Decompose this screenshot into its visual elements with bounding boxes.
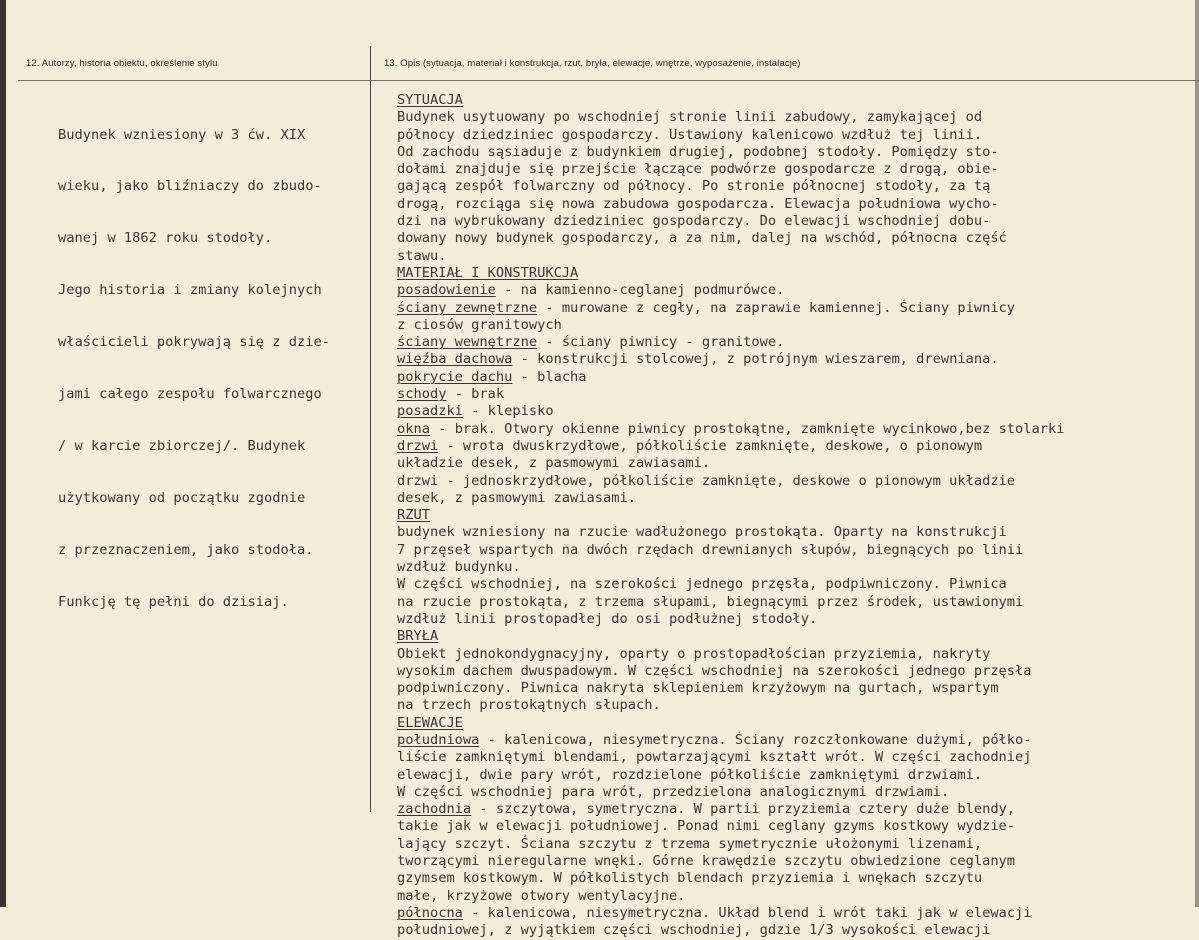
item-text: - konstrukcji stolcowej, z potrójnym wieszarem, drewniana. (512, 351, 999, 368)
description-line: W części wschodniej para wrót, przedzielona analogicznymi drzwiami. (397, 783, 950, 800)
section-13-header: 13. Opis (sytuacja, materiał i konstrukcja, rzut, bryła, elewacje, wnętrze, wyposażenie, instalacje) (384, 58, 801, 69)
item-text: - kalenicowa, niesymetryczna. Ściany rozczłonkowane dużymi, półko- (479, 731, 1032, 748)
item-text: - klepisko (462, 403, 554, 420)
description-line: gającą zespół folwarczny od północy. Po stronie północnej stodoły, za tą (397, 178, 991, 195)
history-line: / w karcie zbiorczej/. Budynek (58, 437, 306, 454)
description-line: Od zachodu sąsiaduje z budynkiem drugiej, podobnej stodoły. Pomiędzy sto- (397, 143, 999, 160)
description-line: lający szczyt. Ściana szczytu z trzema symetrycznie ułożonymi lizenami, (397, 835, 983, 852)
description-line: dzi na wybrukowany dziedziniec gospodarczy. Do elewacji wschodniej dobu- (397, 213, 991, 230)
description-item (397, 369, 1197, 386)
description-line: wzdłuż linii prostopadłej do osi podłużnej stodoły. (397, 610, 818, 627)
item-label: drzwi (397, 437, 439, 454)
item-text: - wrota dwuskrzydłowe, półkoliście zamknięte, deskowe, o pionowym (438, 437, 983, 454)
section-heading (397, 265, 1197, 282)
description-line: wysokim dachem dwuspadowym. W części wschodniej na szerokości jednego przęsła (397, 662, 1032, 679)
description-item (397, 351, 1197, 368)
description-line: W części wschodniej, na szerokości jednego przęsła, podpiwniczony. Piwnica (397, 576, 1007, 593)
description-item (397, 438, 1197, 455)
description-line: Budynek usytuowany po wschodniej stronie linii zabudowy, zamykającej od (397, 109, 983, 126)
section-heading-text: ELEWACJE (397, 714, 463, 731)
description-line: elewacji, dwie pary wrót, rozdzielone półkoliście zamkniętymi drzwiami. (397, 766, 983, 783)
item-label: północna (397, 904, 463, 921)
description-line: wzdłuż budynku. (397, 559, 521, 576)
description-line: drogą, rozciąga się nowa zabudowa gospodarcza. Elewacja południowa wycho- (397, 195, 999, 212)
description-item (397, 732, 1197, 749)
description-line: liście zamkniętymi blendami, powtarzającymi kształt wrót. W części zachodniej (397, 749, 1032, 766)
section-heading (397, 92, 1197, 109)
item-label: ściany wewnętrzne (397, 334, 538, 351)
history-line: wieku, jako bliźniaczy do zbudo- (58, 178, 322, 195)
history-line: Funkcję tę pełni do dzisiaj. (58, 593, 289, 610)
item-text: - na kamienno-ceglanej podmurówce. (495, 282, 785, 299)
history-line: właścicieli pokrywają się z dzie- (58, 334, 330, 351)
history-line: wanej w 1862 roku stodoły. (58, 230, 273, 247)
item-label: okna (397, 420, 430, 437)
description-line: tworzącymi nieregularne wnęki. Górne krawędzie szczytu obwiedzione ceglanym (397, 853, 1016, 870)
section-heading-text: MATERIAŁ I KONSTRUKCJA (397, 264, 579, 281)
item-label: południowa (397, 731, 480, 748)
section-heading (397, 628, 1197, 645)
description-line: układzie desek, z pasmowymi zawiasami. (397, 455, 711, 472)
section-heading (397, 507, 1197, 524)
history-line: z przeznaczeniem, jako stodoła. (58, 541, 314, 558)
section-heading-text: BRYŁA (397, 628, 439, 645)
item-label: pokrycie dachu (397, 368, 513, 385)
item-label: posadowienie (397, 282, 496, 299)
description-line: dowany nowy budynek gospodarczy, a za nim, dalej na wschód, północna część (397, 230, 1007, 247)
history-line: użytkowany od początku zgodnie (58, 489, 306, 506)
description-item (397, 334, 1197, 351)
description-item (397, 386, 1197, 403)
description-line: małe, krzyżowe otwory wentylacyjne. (397, 887, 686, 904)
item-text: - murowane z cegły, na zaprawie kamiennej. Ściany piwnicy (537, 299, 1016, 316)
description-line: z ciosów granitowych (397, 316, 562, 333)
description-line: takie jak w elewacji południowej. Ponad nimi ceglany gzyms kostkowy wydzie- (397, 818, 1016, 835)
description-item (397, 801, 1197, 818)
section-heading (397, 715, 1197, 732)
description-line: desek, z pasmowymi zawiasami. (397, 489, 636, 506)
item-text: - blacha (512, 368, 587, 385)
item-text: - brak. Otwory okienne piwnicy prostokątne, zamknięte wycinkowo,bez stolarki (429, 420, 1065, 437)
description-line: drzwi - jednoskrzydłowe, półkoliście zamknięte, deskowe o pionowym układzie (397, 472, 1016, 489)
history-text (58, 92, 363, 628)
item-text: - brak (446, 386, 505, 403)
item-label: zachodnia (397, 801, 472, 818)
description-line: gzymsem kostkowym. W półkolistych blendach przyziemia i wnękach szczytu (397, 870, 983, 887)
item-label: posadzki (397, 403, 463, 420)
description-line: stawu. (397, 247, 447, 264)
description-line: dołami znajduje się przejście łączące podwórze gospodarcze z drogą, obie- (397, 161, 999, 178)
item-label: schody (397, 386, 447, 403)
description-item (397, 300, 1197, 317)
item-text: - szczytowa, symetryczna. W partii przyziemia cztery duże blendy, (471, 801, 1016, 818)
description-line: na rzucie prostokąta, z trzema słupami, biegnącymi przez środek, ustawionymi (397, 593, 1024, 610)
column-divider (370, 46, 371, 812)
item-text: - kalenicowa, niesymetryczna. Układ blend i wrót taki jak w elewacji (462, 904, 1032, 921)
description-line: Obiekt jednokondygnacyjny, oparty o prostopadłościan przyziemia, nakryty (397, 645, 991, 662)
item-label: ściany zewnętrzne (397, 299, 538, 316)
description-item (397, 403, 1197, 420)
description-line: budynek wzniesiony na rzucie wadłużonego prostokąta. Oparty na konstrukcji (397, 524, 1007, 541)
history-line: Budynek wzniesiony w 3 ćw. XIX (58, 126, 306, 143)
header-rule (18, 80, 1199, 81)
description-line: południowej, z wyjątkiem części wschodniej, gdzie 1/3 wysokości elewacji (397, 922, 991, 939)
description-line: północy dziedziniec gospodarczy. Ustawiony kalenicowo wzdłuż tej linii. (397, 126, 983, 143)
history-line: Jego historia i zmiany kolejnych (58, 282, 322, 299)
history-line: jami całego zespołu folwarcznego (58, 386, 322, 403)
item-text: - ściany piwnicy - granitowe. (537, 334, 785, 351)
section-12-header: 12. Autorzy, historia obiektu, określenie stylu (26, 58, 218, 69)
description-item (397, 282, 1197, 299)
description-line: 7 przęseł wspartych na dwóch rzędach drewnianych słupów, biegnących po linii (397, 541, 1024, 558)
description-text (397, 92, 1197, 940)
description-line: podpiwniczony. Piwnica nakryta sklepieniem krzyżowym na gurtach, wspartym (397, 680, 999, 697)
description-item (397, 905, 1197, 922)
section-heading-text: RZUT (397, 507, 430, 524)
scan-edge-left (0, 0, 6, 907)
section-heading-text: SYTUACJA (397, 92, 463, 108)
description-line: na trzech prostokątnych słupach. (397, 697, 661, 714)
description-item (397, 421, 1197, 438)
item-label: więźba dachowa (397, 351, 513, 368)
